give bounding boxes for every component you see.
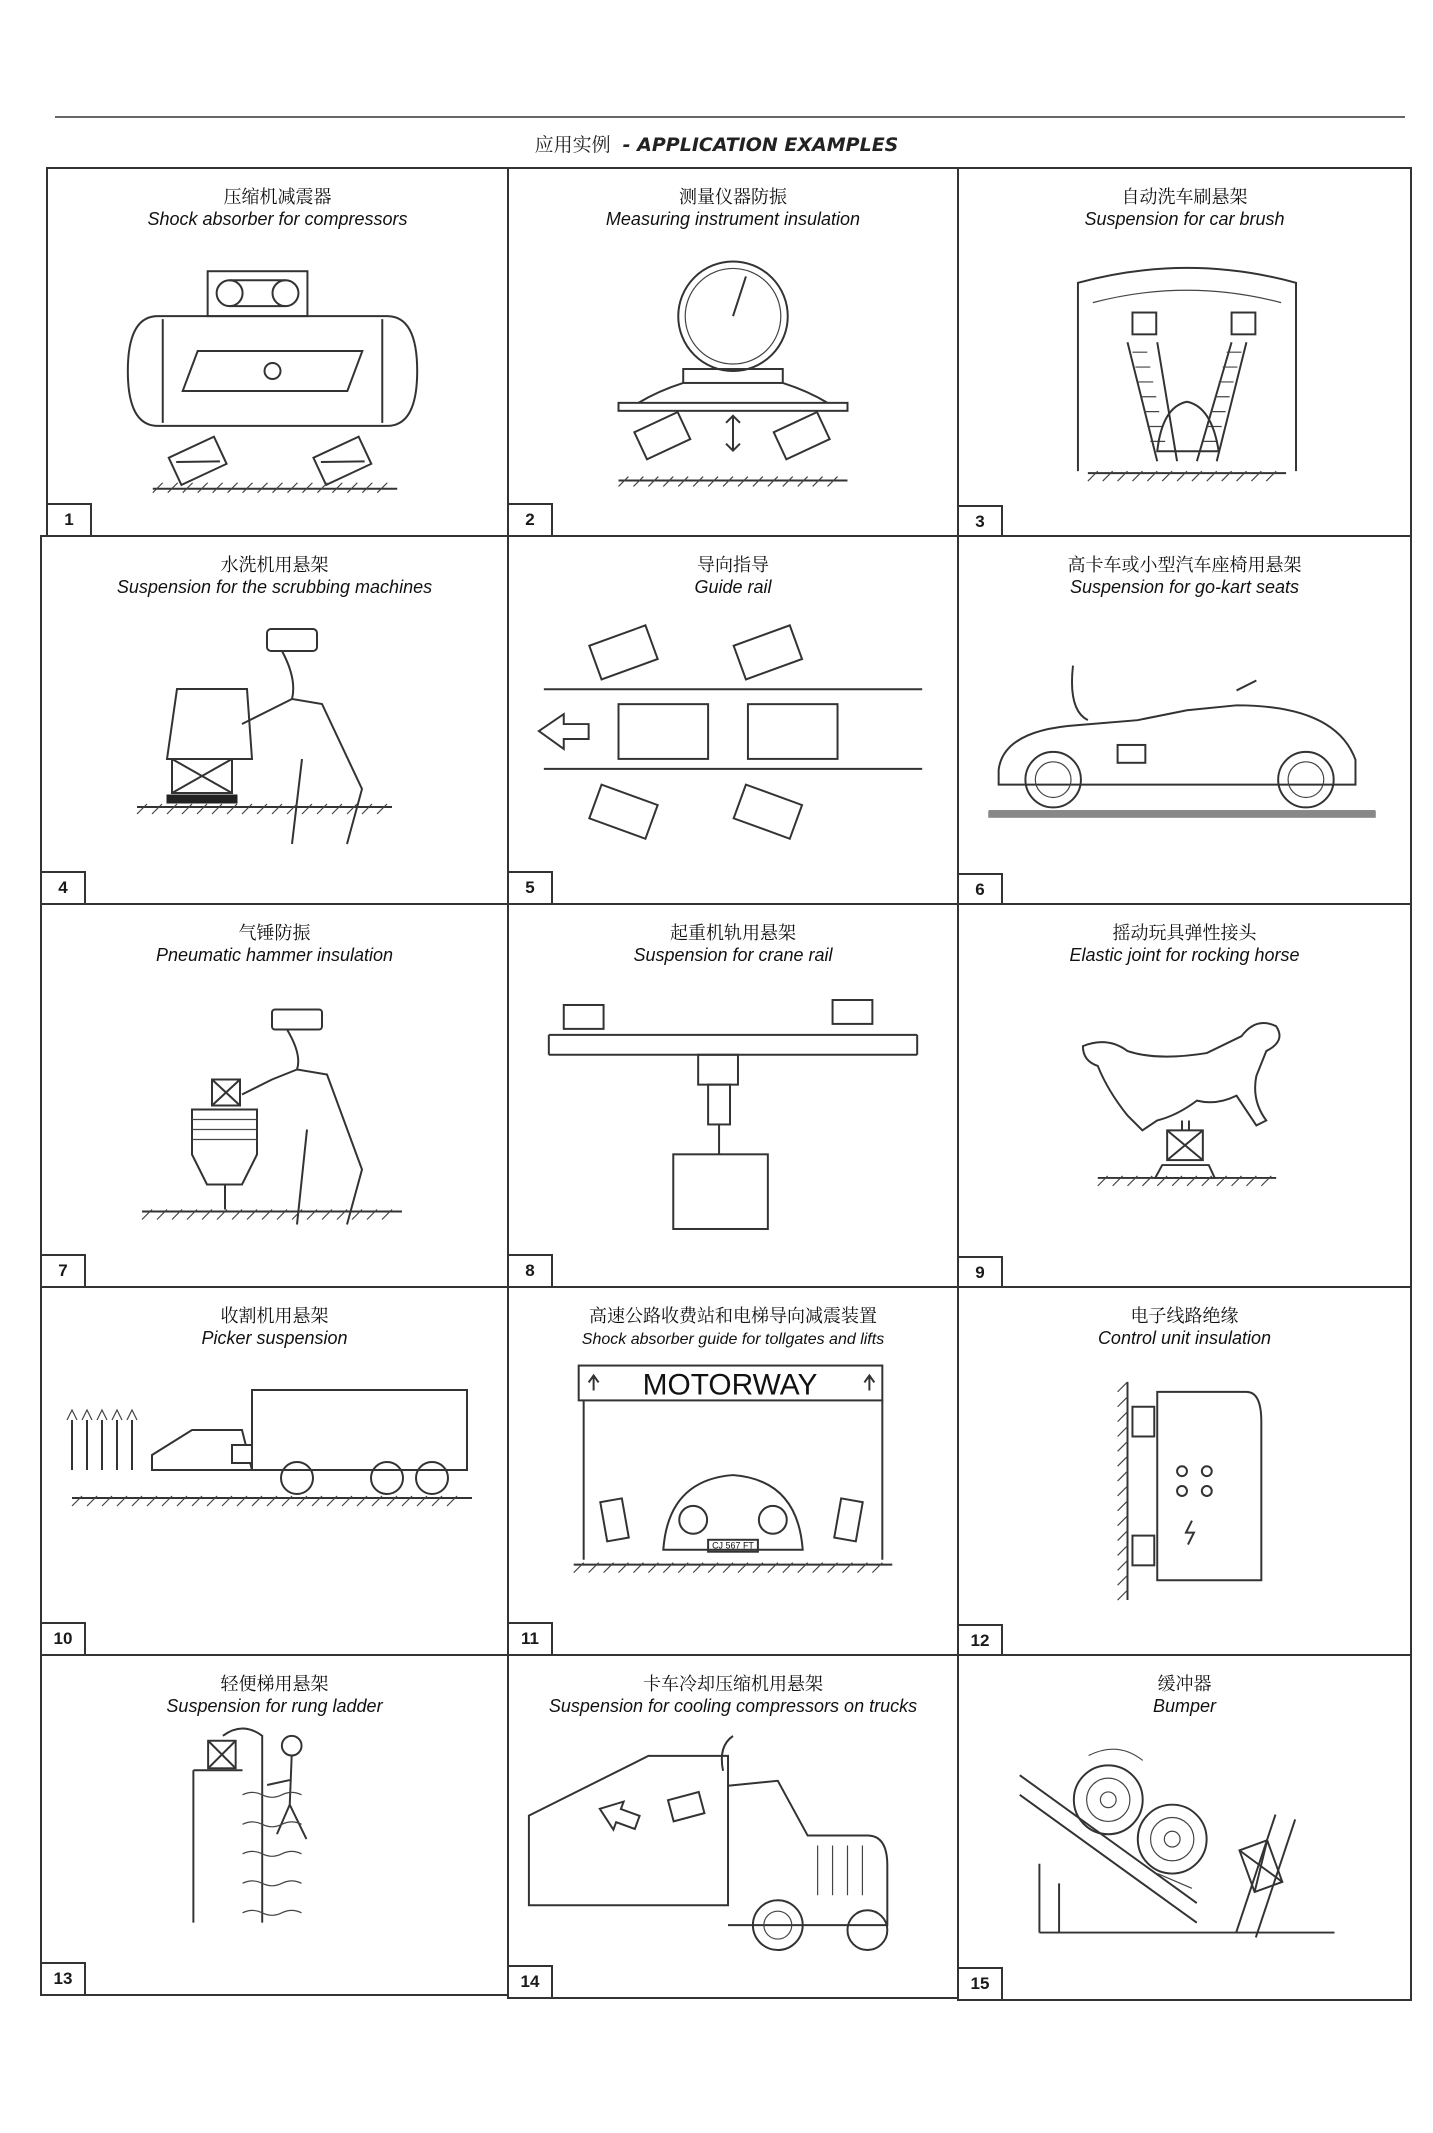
example-cell-10 xyxy=(40,1286,509,1656)
example-cell-14 xyxy=(507,1654,959,1999)
page-title xyxy=(0,130,1433,157)
cell-title-cn: 摇动玩具弹性接头 xyxy=(1112,923,1257,944)
example-cell-8 xyxy=(507,903,959,1288)
cell-title-cn: 压缩机减震器 xyxy=(223,187,332,208)
example-cell-4 xyxy=(40,535,509,905)
tollgate-illustration xyxy=(509,1358,957,1622)
cell-title-en: Suspension for crane rail xyxy=(633,945,833,965)
guide-rail-illustration xyxy=(509,607,957,871)
cell-number: 13 xyxy=(42,1962,86,1994)
cell-title-en: Suspension for cooling compressors on trucks xyxy=(548,1696,918,1716)
cell-number: 7 xyxy=(42,1254,86,1286)
cell-title-en: Measuring instrument insulation xyxy=(605,209,861,229)
rocking-horse-illustration xyxy=(959,975,1410,1256)
cell-title-cn: 导向指导 xyxy=(697,555,769,576)
cell-title-en: Suspension for the scrubbing machines xyxy=(116,577,433,597)
cell-title-en: Suspension for car brush xyxy=(1084,209,1285,229)
example-cell-3 xyxy=(957,167,1412,539)
cell-title-en: Suspension for go-kart seats xyxy=(1069,577,1300,597)
cell-title-en: Guide rail xyxy=(694,577,772,597)
bumper-illustration xyxy=(959,1726,1410,1967)
rung-ladder-illustration xyxy=(42,1726,507,1962)
example-cell-2 xyxy=(507,167,959,537)
cell-number: 6 xyxy=(959,873,1003,905)
page-title-cn: 应用实例 xyxy=(534,134,611,156)
license-plate: CJ 567 FT xyxy=(712,1540,754,1551)
cell-number: 3 xyxy=(959,505,1003,537)
cell-title-en: Bumper xyxy=(1152,1696,1217,1716)
cell-title-cn: 自动洗车刷悬架 xyxy=(1121,187,1248,208)
cell-title-cn: 电子线路绝缘 xyxy=(1130,1306,1239,1327)
example-cell-9 xyxy=(957,903,1412,1290)
cell-title-cn: 收割机用悬架 xyxy=(220,1306,329,1327)
car-brush-illustration xyxy=(959,239,1410,505)
picker-illustration xyxy=(42,1358,507,1622)
cell-number: 2 xyxy=(509,503,553,535)
cell-title-en: Elastic joint for rocking horse xyxy=(1069,945,1300,965)
cell-title-en: Picker suspension xyxy=(201,1328,348,1348)
header-rule xyxy=(55,116,1405,118)
cell-number: 11 xyxy=(509,1622,553,1654)
cell-title-cn: 卡车冷却压缩机用悬架 xyxy=(643,1674,823,1695)
compressor-illustration xyxy=(48,239,507,503)
cell-number: 5 xyxy=(509,871,553,903)
cell-number: 10 xyxy=(42,1622,86,1654)
cell-title-cn: 水洗机用悬架 xyxy=(220,555,329,576)
scrubbing-machine-illustration xyxy=(42,607,507,871)
cell-number: 1 xyxy=(48,503,92,535)
example-cell-1 xyxy=(46,167,509,537)
truck-illustration xyxy=(509,1726,957,1965)
example-cell-15 xyxy=(957,1654,1412,2001)
cell-title-cn: 轻便梯用悬架 xyxy=(220,1674,329,1695)
example-cell-12 xyxy=(957,1286,1412,1658)
cell-title-cn: 起重机轨用悬架 xyxy=(670,923,796,944)
crane-rail-illustration xyxy=(509,975,957,1254)
example-cell-13 xyxy=(40,1654,509,1996)
cell-title-en: Shock absorber for compressors xyxy=(147,209,408,229)
example-cell-6 xyxy=(957,535,1412,907)
cell-number: 14 xyxy=(509,1965,553,1997)
cell-title-cn: 测量仪器防振 xyxy=(679,187,787,208)
control-unit-illustration xyxy=(959,1358,1410,1624)
cell-number: 9 xyxy=(959,1256,1003,1288)
cell-number: 8 xyxy=(509,1254,553,1286)
cell-title-cn: 高卡车或小型汽车座椅用悬架 xyxy=(1067,555,1302,576)
example-cell-5 xyxy=(507,535,959,905)
cell-title-en: Pneumatic hammer insulation xyxy=(155,945,394,965)
cell-title-en: Suspension for rung ladder xyxy=(166,1696,383,1716)
example-cell-11 xyxy=(507,1286,959,1656)
pneumatic-hammer-illustration xyxy=(42,975,507,1254)
cell-number: 12 xyxy=(959,1624,1003,1656)
go-kart-illustration xyxy=(959,607,1410,873)
cell-title-cn: 缓冲器 xyxy=(1157,1674,1212,1695)
page-title-en: - APPLICATION EXAMPLES xyxy=(622,134,899,156)
cell-number: 4 xyxy=(42,871,86,903)
measuring-instrument-illustration xyxy=(509,239,957,503)
cell-title-cn: 气锤防振 xyxy=(238,923,311,944)
cell-number: 15 xyxy=(959,1967,1003,1999)
motorway-sign: MOTORWAY xyxy=(642,1368,818,1402)
cell-title-en: Shock absorber guide for tollgates and lifts xyxy=(581,1331,885,1348)
example-cell-7 xyxy=(40,903,509,1288)
cell-title-en: Control unit insulation xyxy=(1097,1328,1272,1348)
cell-title-cn: 高速公路收费站和电梯导向减震装置 xyxy=(589,1306,877,1327)
